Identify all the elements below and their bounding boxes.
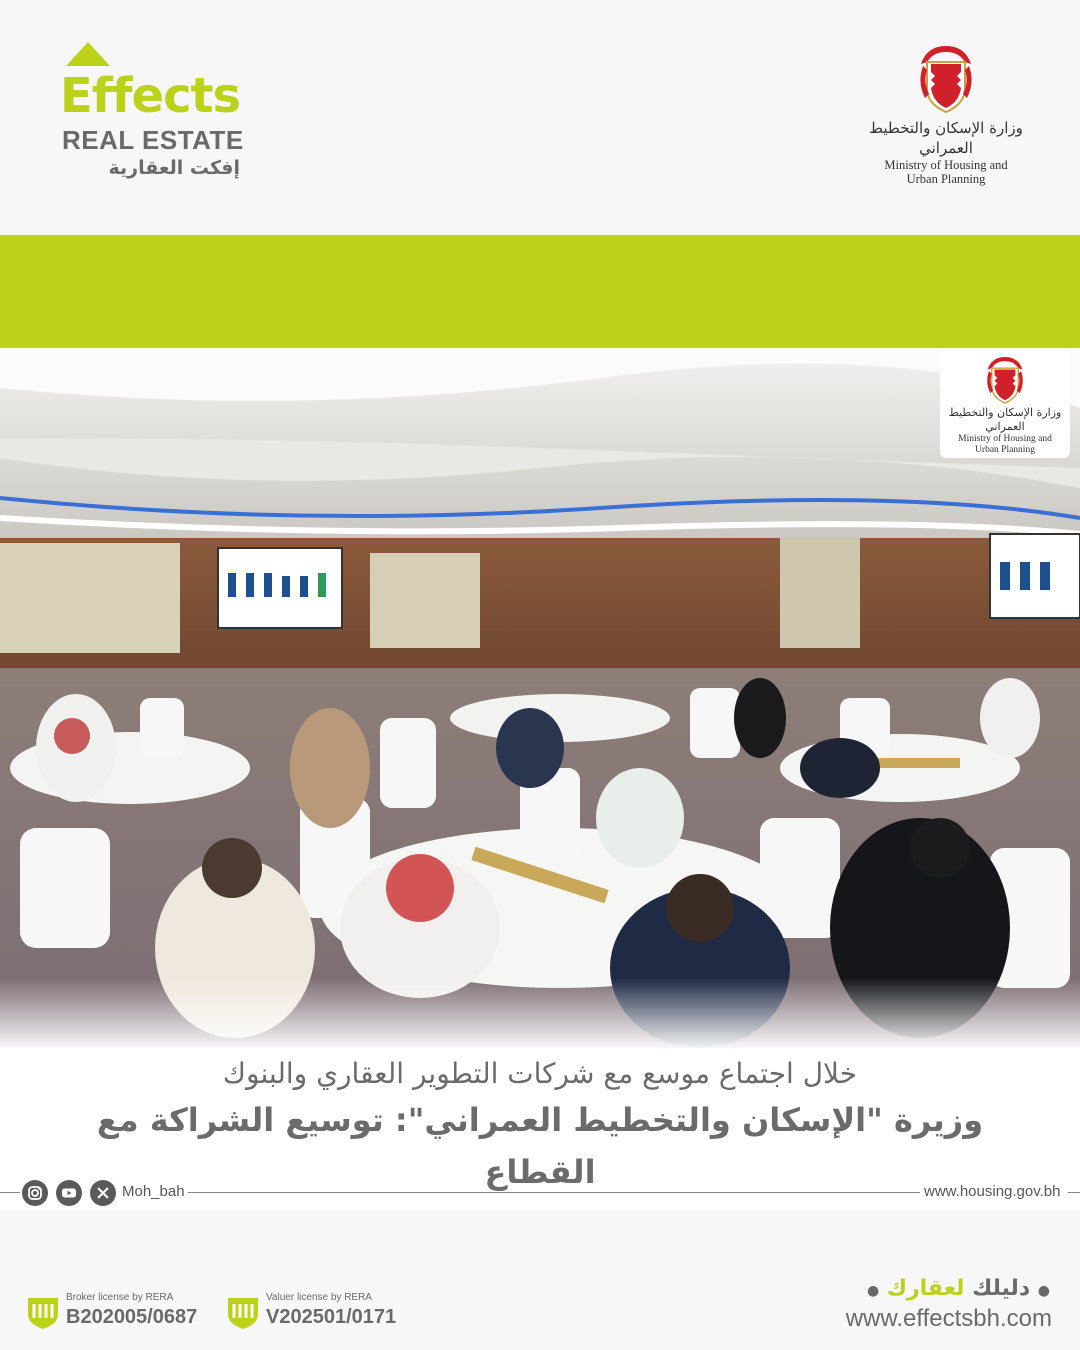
brand-wordmark: Effects <box>60 68 241 124</box>
badge-english-2: Urban Planning <box>975 445 1035 455</box>
ministry-website[interactable]: www.housing.gov.bh <box>924 1183 1061 1200</box>
effects-website[interactable]: www.effectsbh.com <box>845 1305 1052 1332</box>
valuer-license <box>226 1292 416 1332</box>
footer <box>0 1210 1080 1350</box>
tagline-part-2: لعقارك <box>886 1276 965 1301</box>
brand-arabic: إفكت العقارية <box>108 157 240 179</box>
divider <box>1068 1192 1080 1193</box>
dot-icon: ● <box>866 1283 880 1299</box>
broker-license <box>26 1292 216 1332</box>
divider <box>0 1192 20 1193</box>
broker-license-number: B202005/0687 <box>66 1306 198 1328</box>
header <box>0 0 1080 235</box>
valuer-license-number: V202501/0171 <box>266 1306 397 1328</box>
badge-arabic: وزارة الإسكان والتخطيط العمراني <box>948 406 1062 433</box>
social-handle[interactable]: Moh_bah <box>122 1183 185 1200</box>
ministry-english-2: Urban Planning <box>906 172 986 186</box>
badge-english-1: Ministry of Housing and <box>958 434 1052 444</box>
photo-fade <box>0 978 1080 1048</box>
headline-line-1: وزيرة "الإسكان والتخطيط العمراني": توسيع الشراكة مع القطاع <box>96 1101 984 1191</box>
ministry-arabic: وزارة الإسكان والتخطيط العمراني <box>869 119 1023 157</box>
divider <box>188 1192 920 1193</box>
youtube-icon[interactable] <box>56 1180 82 1206</box>
rera-shield-icon <box>26 1294 60 1330</box>
x-icon[interactable] <box>90 1180 116 1206</box>
ministry-english-1: Ministry of Housing and <box>884 158 1008 172</box>
conference-scene <box>0 348 1080 1048</box>
valuer-license-title: Valuer license by RERA <box>266 1292 372 1303</box>
instagram-icon[interactable] <box>22 1180 48 1206</box>
tagline <box>800 1274 1050 1306</box>
rera-shield-icon <box>226 1294 260 1330</box>
green-band <box>0 235 1080 348</box>
social-bar <box>0 1178 1080 1208</box>
bahrain-crest-icon <box>913 42 979 116</box>
roof-icon <box>66 42 110 66</box>
bahrain-crest-icon <box>982 354 1028 406</box>
broker-license-title: Broker license by RERA <box>66 1292 174 1303</box>
effects-logo <box>58 40 258 180</box>
brand-subtitle: REAL ESTATE <box>62 125 244 155</box>
caption-kicker: خلال اجتماع موسع مع شركات التطوير العقاري والبنوك <box>222 1057 858 1090</box>
dot-icon: ● <box>1037 1283 1050 1299</box>
conference-photo <box>0 348 1080 1048</box>
tagline-part-1: دليلك <box>972 1276 1031 1301</box>
ministry-logo <box>860 42 1032 186</box>
photo-ministry-badge <box>940 350 1070 458</box>
